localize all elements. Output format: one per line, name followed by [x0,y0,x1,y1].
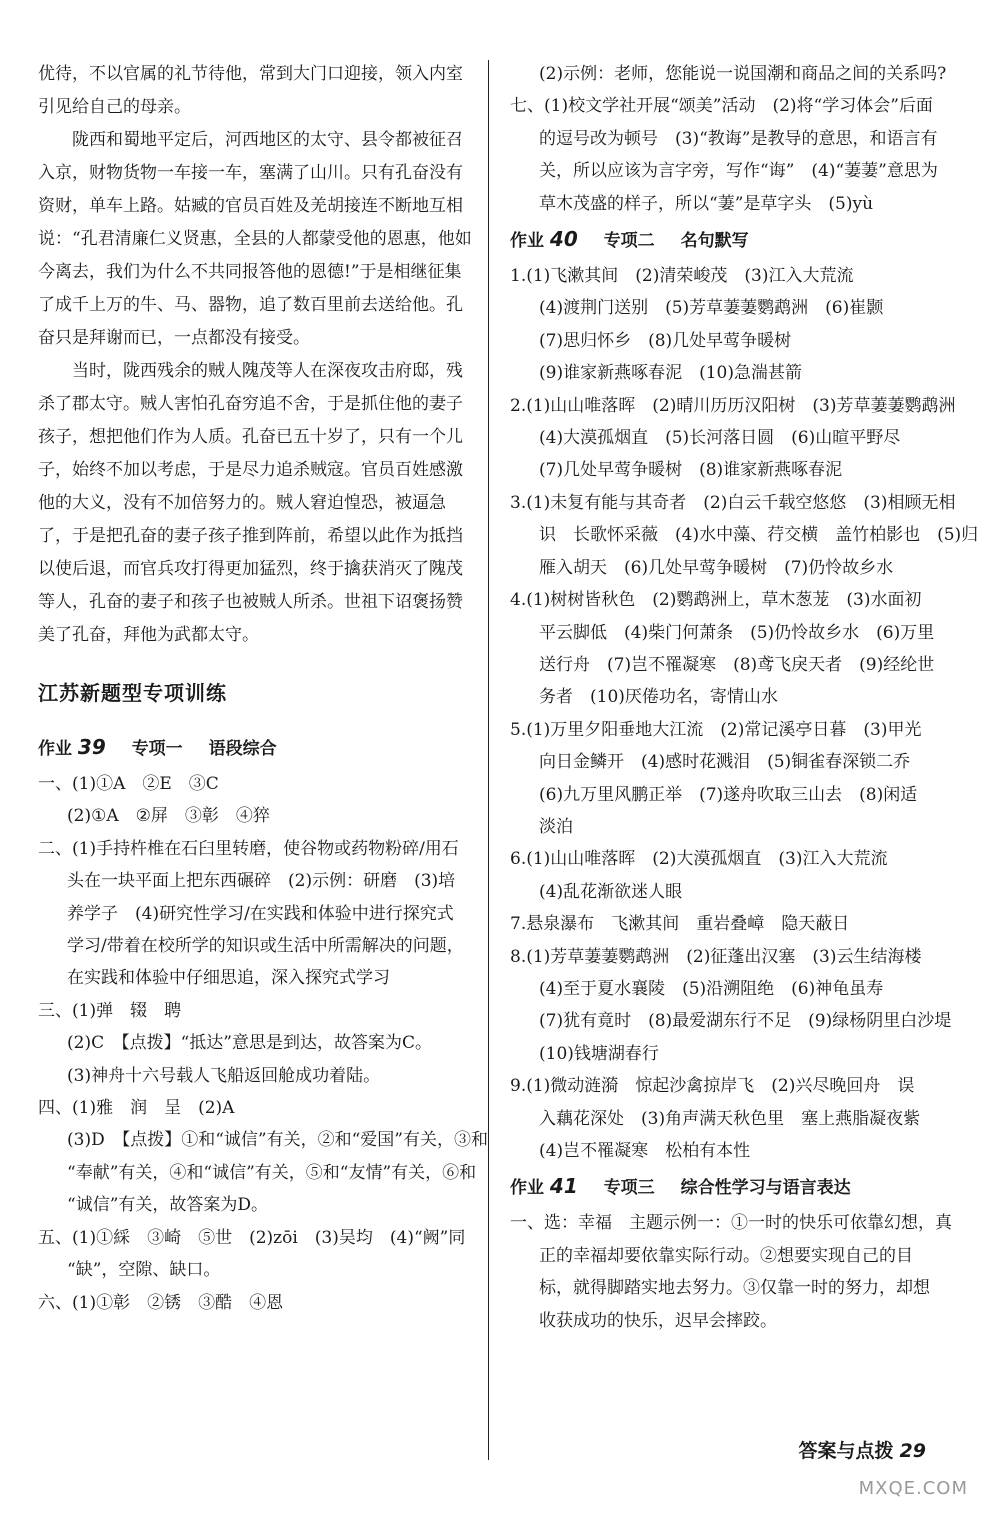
page-number: 29 [899,1440,926,1462]
left-column [38,58,488,1319]
hw40-line: (6)九万里风鹏正举 (7)遂舟吹取三山去 (8)闲适 [539,784,918,805]
right-column [510,58,979,1337]
hw40-line: (7)几处早莺争暖树 (8)谁家新燕啄春泥 [539,460,843,481]
hw39-name: 语段综合 [208,739,277,759]
section-title: 江苏新题型专项训练 [38,681,227,705]
hw39-number: 39 [77,735,106,759]
hw39-cont-line: 草木茂盛的样子，所以“萋”是草字头 (5)yù [539,193,874,214]
hw41-line: 标，就得脚踏实地去努力。③仅靠一时的努力，却想 [539,1278,930,1299]
translation-paragraph-3: 当时，陇西残余的贼人隗茂等人在深夜攻击府邸，残杀了郡太守。贼人害怕孔奋穷追不舍，于是抓住他的妻子孩子，想把他们作为人质。孔奋已五十岁了，只有一个儿子，始终不加以考虑，于是尽力追杀贼寇。官员百姓感激他的大义，没有不加倍努力的。贼人窘迫惶恐，被逼急了，于是把孔奋的妻子孩子推到阵前，希望以此作为抵挡以使后退，而官兵攻打得更加猛烈，终于擒获消灭了隗茂等人，孔奋的妻子和孩子也被贼人所杀。世祖下诏褒扬赞美了孔奋，拜他为武都太守。 [38,361,463,645]
hw39-line: “缺”，空隙、缺口。 [67,1260,221,1281]
page-footer [799,1436,926,1463]
hw40-line: 淡泊 [539,816,573,837]
translation-paragraph-1: 优待，不以官属的礼节待他，常到大门口迎接，领入内室引见给自己的母亲。 [38,64,463,117]
hw40-line: 6.(1)山山唯落晖 (2)大漠孤烟直 (3)江入大荒流 [510,849,888,870]
hw39-line: 养学子 (4)研究性学习/在实践和体验中进行探究式 [67,903,454,924]
hw40-prefix: 作业 [510,231,544,252]
hw39-line: “诚信”有关，故答案为D。 [67,1195,269,1216]
hw40-line: 5.(1)万里夕阳垂地大江流 (2)常记溪亭日暮 (3)甲光 [510,719,922,740]
hw39-line: “奉献”有关，④和“诚信”有关，⑤和“友情”有关，⑥和 [67,1162,477,1183]
hw40-line: 3.(1)未复有能与其奇者 (2)白云千载空悠悠 (3)相顾无相 [510,492,956,513]
hw39-line: (3)D 【点拨】①和“诚信”有关，②和“爱国”有关，③和 [67,1130,488,1151]
hw40-line: 7.悬泉瀑布 飞漱其间 重岩叠嶂 隐天蔽日 [510,914,850,935]
hw41-heading [510,1169,960,1205]
hw40-line: 送行舟 (7)岂不罹凝寒 (8)鸢飞戾天者 (9)经纶世 [539,654,935,675]
hw40-line: (4)乱花渐欲迷人眼 [539,881,683,902]
hw40-heading [510,222,960,258]
hw40-line: 识 长歌怀采薇 (4)水中藻、荇交横 盖竹柏影也 (5)归 [539,525,979,546]
hw40-line: (4)岂不罹凝寒 松柏有本性 [539,1141,751,1161]
hw40-line: 务者 (10)厌倦功名，寄情山水 [539,687,778,708]
hw39-line: 学习/带着在校所学的知识或生活中所需解决的问题， [67,936,464,957]
hw39-topic: 专项一 [131,739,183,759]
hw40-line: (9)谁家新燕啄春泥 (10)急湍甚箭 [539,363,802,384]
hw41-number: 41 [549,1174,578,1199]
hw40-line: 入藕花深处 (3)角声满天秋色里 塞上燕脂凝夜紫 [539,1108,921,1129]
hw39-line: 六、(1)①彰 ②锈 ③酷 ④恩 [38,1292,284,1313]
hw39-line: 四、(1)雅 润 呈 (2)A [38,1098,235,1119]
hw39-line: 一、(1)①A ②E ③C [38,774,219,794]
hw39-cont-line: 的逗号改为顿号 (3)“教诲”是教导的意思，和语言有 [539,128,938,149]
hw40-line: 雁入胡天 (6)几处早莺争暖树 (7)仍怜故乡水 [539,557,894,578]
hw41-line: 正的幸福却要依靠实际行动。②想要实现自己的目 [539,1245,913,1266]
hw40-number: 40 [549,227,578,252]
hw39-line: 二、(1)手持杵椎在石臼里转磨，使谷物或药物粉碎/用石 [38,838,459,859]
hw39-line: 五、(1)①綵 ③崎 ⑤世 (2)zōi (3)吴均 (4)“阙”同 [38,1227,466,1248]
hw41-prefix: 作业 [510,1178,544,1199]
hw40-line: 8.(1)芳草萋萋鹦鹉洲 (2)征蓬出汉塞 (3)云生结海楼 [510,946,922,967]
hw40-line: (4)渡荆门送别 (5)芳草萋萋鹦鹉洲 (6)崔颢 [539,298,884,319]
hw41-line: 一、选：幸福 主题示例一：①一时的快乐可依靠幻想，真 [510,1213,952,1234]
hw39-line: 三、(1)弹 辍 聘 [38,1000,182,1021]
hw39-cont-line: (2)示例：老师，您能说一说国潮和商品之间的关系吗? [539,64,947,84]
hw40-line: 1.(1)飞漱其间 (2)清荣峻茂 (3)江入大荒流 [510,266,854,287]
hw40-line: 9.(1)微动涟漪 惊起沙禽掠岸飞 (2)兴尽晚回舟 误 [510,1076,915,1097]
hw39-heading [38,730,474,766]
hw40-line: 4.(1)树树皆秋色 (2)鹦鹉洲上，草木葱茏 (3)水面初 [510,590,922,611]
hw39-cont-line: 关，所以应该为言字旁，写作“诲” (4)“萋萋”意思为 [539,161,938,182]
hw39-line: 在实践和体验中仔细思追，深入探究式学习 [67,968,390,989]
hw40-line: (7)犹有竟时 (8)最爱湖东行不足 (9)绿杨阴里白沙堤 [539,1011,952,1032]
hw39-line: (3)神舟十六号载人飞船返回舱成功着陆。 [67,1065,381,1086]
hw39-line: (2)C 【点拨】“抵达”意思是到达，故答案为C。 [67,1033,432,1054]
hw40-line: (10)钱塘湖春行 [539,1043,659,1064]
hw41-line: 收获成功的快乐，迟早会摔跤。 [539,1310,777,1331]
hw39-prefix: 作业 [38,739,72,759]
hw40-topic: 专项二 [603,231,655,252]
hw40-name: 名句默写 [680,231,749,252]
hw41-topic: 专项三 [603,1178,655,1199]
hw39-cont-line: 七、(1)校文学社开展“颂美”活动 (2)将“学习体会”后面 [510,96,933,117]
hw40-line: (4)大漠孤烟直 (5)长河落日圆 (6)山暄平野尽 [539,428,901,449]
column-divider [488,60,489,1460]
hw40-line: 2.(1)山山唯落晖 (2)晴川历历汉阳树 (3)芳草萋萋鹦鹉洲 [510,395,956,416]
hw41-name: 综合性学习与语言表达 [680,1178,851,1199]
translation-paragraph-2: 陇西和蜀地平定后，河西地区的太守、县令都被征召入京，财物货物一车接一车，塞满了山川。只有孔奋没有资财，单车上路。姑臧的官员百姓及羌胡接连不断地互相说：“孔君清廉仁义贤惠，全县的人都蒙受他的恩惠，他如今离去，我们为什么不共同报答他的恩德!”于是相继征集了成千上万的牛、马、器物，追了数百里前去送给他。孔奋只是拜谢而已，一点都没有接受。 [38,130,472,348]
hw39-line: 头在一块平面上把东西碾碎 (2)示例：研磨 (3)培 [67,871,456,892]
hw40-line: (7)思归怀乡 (8)几处早莺争暖树 [539,330,792,351]
hw40-line: (4)至于夏水襄陵 (5)沿溯阻绝 (6)神龟虽寿 [539,978,884,999]
hw40-line: 向日金鳞开 (4)感时花溅泪 (5)铜雀春深锁二乔 [539,752,911,773]
footer-label: 答案与点拨 [798,1440,894,1462]
watermark: MXQE.COM [858,1478,968,1499]
hw40-line: 平云脚低 (4)柴门何萧条 (5)仍怜故乡水 (6)万里 [539,622,935,643]
hw39-line: (2)①A ②屏 ③彰 ④猝 [67,806,270,827]
